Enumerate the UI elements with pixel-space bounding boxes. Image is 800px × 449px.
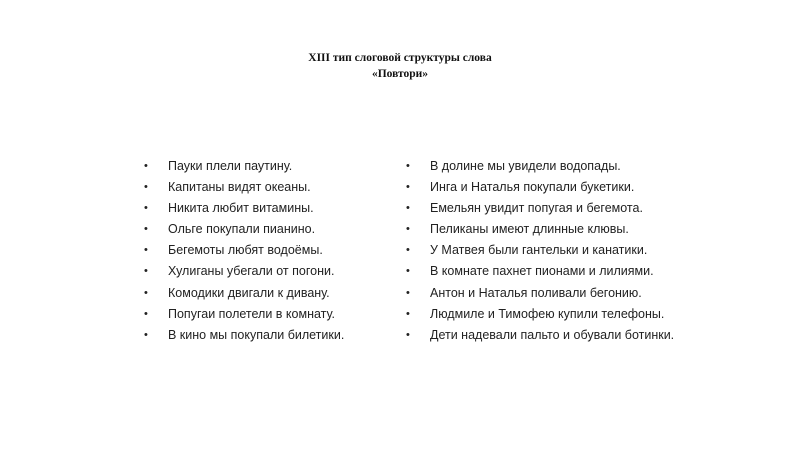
sentence-text: Пауки плели паутину. (168, 159, 293, 173)
list-item (406, 325, 786, 346)
list-item (144, 325, 394, 346)
bullet-icon: • (144, 202, 148, 215)
list-item (144, 283, 394, 304)
sentence-text: Капитаны видят океаны. (168, 180, 311, 195)
sentence-text: Ольге покупали пианино. (168, 222, 316, 237)
list-item (144, 177, 394, 198)
bullet-icon: • (144, 244, 148, 257)
bullet-icon: • (144, 223, 148, 236)
list-item (406, 156, 786, 177)
sentence-text: Комодики двигали к дивану. (168, 285, 330, 300)
list-item (406, 304, 786, 325)
bullet-icon: • (406, 244, 410, 257)
slide-title (0, 50, 800, 82)
bullet-icon: • (144, 328, 148, 341)
sentence-text: Антон и Наталья поливали бегонию. (430, 285, 642, 300)
title-line-1: XIII тип слоговой структуры слова (308, 52, 492, 64)
sentence-text: В долине мы увидели водопады. (430, 159, 621, 173)
bullet-icon: • (144, 307, 148, 320)
list-item (406, 261, 786, 282)
sentence-text: Хулиганы убегали от погони. (168, 264, 335, 279)
list-item (144, 198, 394, 219)
left-sentence-list (144, 156, 394, 346)
sentence-text: Бегемоты любят водоёмы. (168, 243, 323, 258)
bullet-icon: • (406, 223, 410, 236)
list-item (406, 283, 786, 304)
list-item (144, 219, 394, 240)
list-item (144, 156, 394, 177)
sentence-text: Инга и Наталья покупали букетики. (430, 180, 635, 195)
list-item (406, 219, 786, 240)
right-sentence-list (406, 156, 786, 346)
sentence-text: Емельян увидит попугая и бегемота. (430, 201, 643, 216)
list-item (144, 261, 394, 282)
list-item (406, 198, 786, 219)
sentence-text: Дети надевали пальто и обували ботинки. (430, 327, 675, 342)
bullet-icon: • (406, 265, 410, 278)
bullet-icon: • (406, 307, 410, 320)
title-line-2: «Повтори» (371, 68, 429, 80)
sentence-text: Попугаи полетели в комнату. (168, 306, 335, 321)
bullet-icon: • (144, 286, 148, 299)
bullet-icon: • (406, 181, 410, 194)
sentence-text: В кино мы покупали билетики. (168, 327, 345, 342)
sentence-text: У Матвея были гантельки и канатики. (430, 243, 648, 258)
bullet-icon: • (144, 160, 148, 172)
list-item (406, 177, 786, 198)
bullet-icon: • (406, 328, 410, 341)
sentence-text: Никита любит витамины. (168, 201, 314, 216)
bullet-icon: • (144, 265, 148, 278)
bullet-icon: • (144, 181, 148, 194)
list-item (406, 240, 786, 261)
sentence-text: Людмиле и Тимофею купили телефоны. (430, 306, 665, 321)
list-item (144, 240, 394, 261)
bullet-icon: • (406, 286, 410, 299)
bullet-icon: • (406, 160, 410, 172)
bullet-icon: • (406, 202, 410, 215)
sentence-text: В комнате пахнет пионами и лилиями. (430, 264, 654, 279)
sentence-text: Пеликаны имеют длинные клювы. (430, 222, 629, 237)
list-item (144, 304, 394, 325)
